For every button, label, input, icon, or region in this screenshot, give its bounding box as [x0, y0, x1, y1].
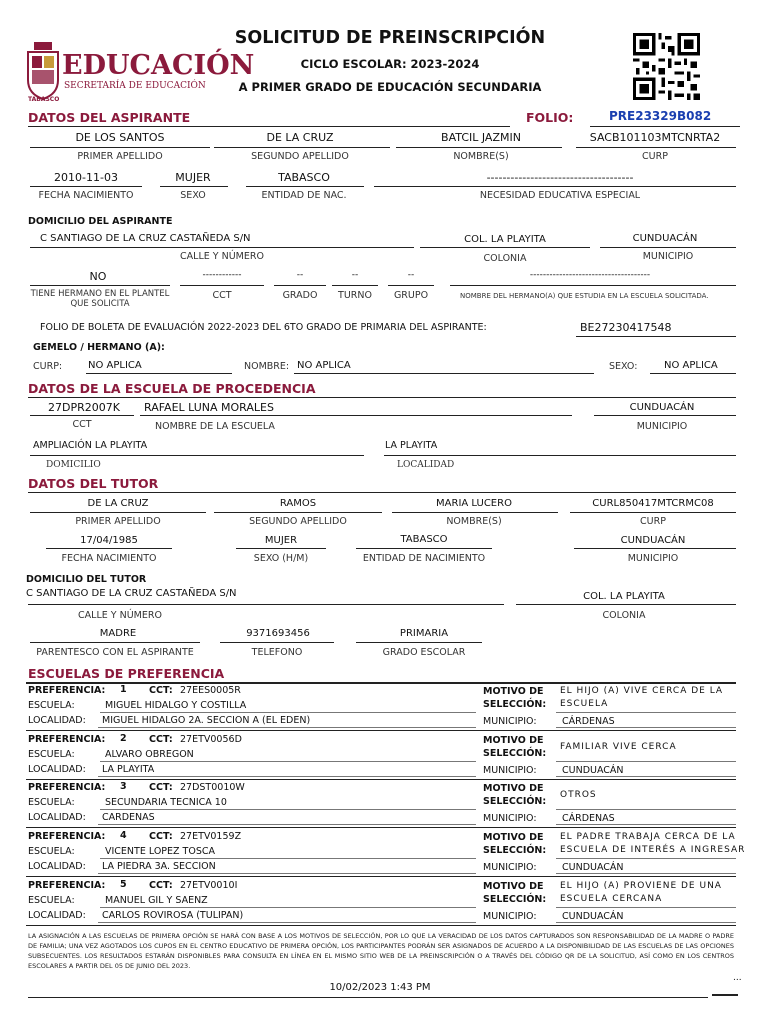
- pref-divider: [26, 779, 736, 780]
- logo-subtitle: SECRETARÍA DE EDUCACIÓN: [64, 81, 206, 91]
- gemelo-nombre: NO APLICA: [297, 360, 351, 371]
- pref-municipio: CUNDUACÁN: [562, 862, 624, 873]
- pref-divider: [26, 925, 736, 926]
- pref-municipio: CÁRDENAS: [562, 716, 615, 727]
- pref-localidad: MIGUEL HIDALGO 2A. SECCION A (EL EDEN): [102, 715, 311, 726]
- tutor-calle: C SANTIAGO DE LA CRUZ CASTAÑEDA S/N: [26, 588, 237, 599]
- pref-escuela-label: ESCUELA:: [28, 846, 75, 857]
- pref-divider: [26, 876, 736, 877]
- gemelo-sexo: NO APLICA: [664, 360, 718, 371]
- label-municipio: MUNICIPIO: [642, 251, 694, 262]
- aspirante-segundo-apellido: DE LA CRUZ: [266, 131, 334, 144]
- pref-motivo-label-2: SELECCIÓN:: [483, 845, 547, 856]
- section-preferencias: ESCUELAS DE PREFERENCIA: [28, 666, 225, 681]
- pref-municipio-label: MUNICIPIO:: [483, 813, 537, 824]
- label-tutor-parentesco: PARENTESCO CON EL ASPIRANTE: [36, 647, 194, 658]
- school-cycle: CICLO ESCOLAR: 2023-2024: [300, 57, 480, 71]
- footer-note: LA ASIGNACIÓN A LAS ESCUELAS DE PRIMERA OPCIÓN SE HARÁ CON BASE A LOS MOTIVOS DE SELECCIÓN, POR LO QUE LA VERACIDAD DE LOS DATOS CAPTURADOS SON RESPONSABILIDAD DE LA MADRE O PADRE DE FAMILIA; UNA VEZ AGOTADOS LOS CUPOS EN EL CENTRO EDUCATIVO DE PRIMERA OPCIÓN, LOS PARTICIPANTES PODRÁN SER ASIGNADOS DE ACUERDO A LA DISPONIBILIDAD DE LAS ESCUELAS DE LAS OPCIONES SUBSECUENTES. LOS RESULTADOS ESTARÁN DISPONIBLES PARA CONSULTA EN LÍNEA EN EL MISMO SITIO WEB DE LA PREINSCRIPCIÓN O A TRAVÉS DEL CÓDIGO QR DE LA SOLICITUD, ASÍ COMO EN LOS CENTROS ESCOLARES A PARTIR DEL 05 DE JUNIO DEL 2023.: [28, 932, 734, 970]
- pref-divider: [100, 761, 476, 762]
- tutor-primer-apellido: DE LA CRUZ: [87, 498, 149, 509]
- aspirante-nombres: BATCIL JAZMIN: [441, 131, 521, 144]
- pref-motivo-label-1: MOTIVO DE: [483, 832, 544, 843]
- pref-divider: [100, 809, 476, 810]
- tutor-entidad: TABASCO: [400, 534, 448, 545]
- aspirante-primer-apellido: DE LOS SANTOS: [75, 131, 165, 144]
- label-tutor-municipio: MUNICIPIO: [627, 553, 679, 564]
- label-tutor-nombres: NOMBRE(S): [446, 516, 502, 527]
- label-entidad: ENTIDAD DE NAC.: [261, 190, 347, 201]
- label-procedencia-cct: CCT: [72, 419, 92, 430]
- tutor-grado-escolar: PRIMARIA: [399, 628, 449, 639]
- label-procedencia-municipio: MUNICIPIO: [636, 421, 688, 432]
- pref-divider: [98, 873, 476, 874]
- label-tutor-telefono: TELEFONO: [251, 647, 303, 658]
- pref-escuela: MANUEL GIL Y SAENZ: [105, 895, 208, 906]
- pref-cct-label: CCT:: [149, 831, 173, 842]
- pref-number: 4: [120, 830, 127, 841]
- label-tutor-calle: CALLE Y NÚMERO: [78, 610, 162, 621]
- pref-divider: [556, 712, 736, 713]
- section-aspirante: DATOS DEL ASPIRANTE: [28, 110, 191, 125]
- section-tutor: DATOS DEL TUTOR: [28, 476, 159, 491]
- pref-escuela-label: ESCUELA:: [28, 749, 75, 760]
- aspirante-entidad: TABASCO: [278, 171, 330, 184]
- pref-divider: [100, 907, 476, 908]
- footer-dots: ...: [733, 973, 742, 983]
- pref-label: PREFERENCIA:: [28, 880, 106, 891]
- gemelo-sexo-label: SEXO:: [609, 361, 638, 372]
- aspirante-fecha-nac: 2010-11-03: [54, 171, 118, 184]
- pref-escuela: VICENTE LOPEZ TOSCA: [105, 846, 216, 857]
- procedencia-municipio: CUNDUACÁN: [629, 402, 695, 413]
- pref-divider: [556, 858, 736, 859]
- page-title: SOLICITUD DE PREINSCRIPCIÓN: [234, 28, 546, 48]
- gemelo-title: GEMELO / HERMANO (A):: [33, 342, 165, 353]
- hermano-nombre: -------------------------------------: [529, 270, 651, 280]
- label-tutor-grado-escolar: GRADO ESCOLAR: [382, 647, 466, 658]
- label-fecha-nac: FECHA NACIMIENTO: [38, 190, 134, 201]
- pref-motivo-label-1: MOTIVO DE: [483, 881, 544, 892]
- domicilio-tutor-title: DOMICILIO DEL TUTOR: [26, 574, 147, 585]
- pref-divider: [556, 873, 736, 874]
- hermano-cct: ------------: [202, 270, 242, 280]
- pref-localidad-label: LOCALIDAD:: [28, 764, 86, 775]
- pref-divider: [556, 809, 736, 810]
- pref-divider: [556, 907, 736, 908]
- label-procedencia-localidad: LOCALIDAD: [397, 460, 455, 470]
- pref-localidad-label: LOCALIDAD:: [28, 861, 86, 872]
- tutor-nombres: MARIA LUCERO: [436, 498, 512, 509]
- pref-cct-label: CCT:: [149, 685, 173, 696]
- pref-label: PREFERENCIA:: [28, 831, 106, 842]
- pref-divider: [100, 712, 476, 713]
- tutor-colonia: COL. LA PLAYITA: [583, 591, 665, 602]
- pref-label: PREFERENCIA:: [28, 734, 106, 745]
- pref-motivo-label-1: MOTIVO DE: [483, 735, 544, 746]
- gemelo-curp: NO APLICA: [88, 360, 142, 371]
- aspirante-municipio: CUNDUACÁN: [632, 233, 698, 244]
- grade-subtitle: A PRIMER GRADO DE EDUCACIÓN SECUNDARIA: [238, 80, 542, 94]
- pref-municipio-label: MUNICIPIO:: [483, 862, 537, 873]
- pref-divider: [98, 922, 476, 923]
- pref-municipio: CUNDUACÁN: [562, 911, 624, 922]
- pref-divider: [98, 727, 476, 728]
- pref-cct: 27DST0010W: [180, 782, 245, 793]
- domicilio-aspirante-title: DOMICILIO DEL ASPIRANTE: [28, 216, 173, 227]
- pref-municipio-label: MUNICIPIO:: [483, 765, 537, 776]
- pref-localidad: CARDENAS: [102, 812, 155, 823]
- tutor-sexo: MUJER: [264, 535, 298, 546]
- label-tutor-sexo: SEXO (H/M): [253, 553, 309, 564]
- pref-divider: [26, 827, 736, 828]
- pref-cct-label: CCT:: [149, 734, 173, 745]
- folio-label: FOLIO:: [526, 110, 574, 125]
- pref-motivo-label-2: SELECCIÓN:: [483, 748, 547, 759]
- pref-divider: [98, 824, 476, 825]
- pref-divider: [556, 727, 736, 728]
- pref-motivo-2: ESCUELA DE INTERÉS A INGRESAR: [560, 845, 746, 855]
- logo-text: EDUCACIÓN: [62, 50, 255, 81]
- pref-divider: [556, 776, 736, 777]
- procedencia-domicilio: AMPLIACIÓN LA PLAYITA: [33, 440, 148, 451]
- label-h-cct: CCT: [212, 290, 232, 301]
- pref-number: 1: [120, 684, 127, 695]
- pref-motivo-1: EL HIJO (A) PROVIENE DE UNA: [560, 881, 722, 891]
- pref-number: 2: [120, 733, 127, 744]
- pref-motivo-label-1: MOTIVO DE: [483, 783, 544, 794]
- aspirante-sexo: MUJER: [175, 171, 211, 184]
- label-hermano: TIENE HERMANO EN EL PLANTEL QUE SOLICITA: [30, 289, 170, 309]
- pref-divider: [98, 776, 476, 777]
- tutor-fecha-nac: 17/04/1985: [80, 535, 138, 546]
- pref-escuela-label: ESCUELA:: [28, 797, 75, 808]
- procedencia-localidad: LA PLAYITA: [385, 440, 438, 451]
- pref-cct: 27ETV0159Z: [180, 831, 242, 842]
- aspirante-curp: SACB101103MTCNRTA2: [589, 131, 721, 144]
- logo-state: TABASCO: [28, 96, 60, 103]
- tabasco-crest-icon: [26, 42, 60, 100]
- pref-label: PREFERENCIA:: [28, 782, 106, 793]
- folio-value: PRE23329B082: [609, 109, 712, 123]
- hermano-turno: --: [351, 270, 359, 280]
- pref-cct-label: CCT:: [149, 782, 173, 793]
- boleta-label: FOLIO DE BOLETA DE EVALUACIÓN 2022-2023 DEL 6TO GRADO DE PRIMARIA DEL ASPIRANTE:: [40, 322, 487, 333]
- label-curp: CURP: [642, 151, 668, 162]
- pref-escuela-label: ESCUELA:: [28, 700, 75, 711]
- footer-timestamp: 10/02/2023 1:43 PM: [329, 982, 431, 993]
- label-tutor-colonia: COLONIA: [602, 610, 646, 621]
- label-tutor-entidad: ENTIDAD DE NACIMIENTO: [362, 553, 486, 564]
- pref-divider: [100, 858, 476, 859]
- label-primer-apellido: PRIMER APELLIDO: [77, 151, 163, 162]
- pref-escuela-label: ESCUELA:: [28, 895, 75, 906]
- pref-cct: 27EES0005R: [180, 685, 241, 696]
- pref-motivo-label-2: SELECCIÓN:: [483, 894, 547, 905]
- label-tutor-curp: CURP: [640, 516, 666, 527]
- pref-motivo-1: FAMILIAR VIVE CERCA: [560, 742, 677, 752]
- pref-number: 5: [120, 879, 127, 890]
- pref-divider: [556, 761, 736, 762]
- pref-cct: 27ETV0056D: [180, 734, 242, 745]
- tutor-municipio: CUNDUACÁN: [620, 535, 686, 546]
- label-nombres: NOMBRE(S): [453, 151, 509, 162]
- label-h-turno: TURNO: [338, 290, 372, 301]
- section-procedencia: DATOS DE LA ESCUELA DE PROCEDENCIA: [28, 381, 316, 396]
- pref-motivo-label-1: MOTIVO DE: [483, 686, 544, 697]
- aspirante-colonia: COL. LA PLAYITA: [464, 234, 546, 245]
- pref-motivo-2: ESCUELA: [560, 699, 609, 709]
- pref-motivo-1: EL PADRE TRABAJA CERCA DE LA: [560, 832, 736, 842]
- aspirante-calle: C SANTIAGO DE LA CRUZ CASTAÑEDA S/N: [40, 233, 251, 244]
- tutor-segundo-apellido: RAMOS: [279, 498, 317, 509]
- pref-divider: [556, 824, 736, 825]
- tutor-telefono: 9371693456: [246, 628, 310, 639]
- label-segundo-apellido: SEGUNDO APELLIDO: [251, 151, 349, 162]
- label-h-nombre: NOMBRE DEL HERMANO(A) QUE ESTUDIA EN LA ESCUELA SOLICITADA.: [460, 292, 709, 300]
- pref-municipio-label: MUNICIPIO:: [483, 716, 537, 727]
- pref-cct: 27ETV0010I: [180, 880, 238, 891]
- label-h-grado: GRADO: [282, 290, 318, 301]
- pref-motivo-2: ESCUELA CERCANA: [560, 894, 663, 904]
- pref-municipio: CÁRDENAS: [562, 813, 615, 824]
- label-calle: CALLE Y NÚMERO: [180, 251, 264, 262]
- pref-localidad: LA PLAYITA: [102, 764, 155, 775]
- qr-code-icon: [633, 33, 700, 100]
- label-tutor-primer-apellido: PRIMER APELLIDO: [75, 516, 161, 527]
- label-sexo: SEXO: [180, 190, 206, 201]
- tutor-parentesco: MADRE: [99, 628, 137, 639]
- pref-cct-label: CCT:: [149, 880, 173, 891]
- aspirante-hermano: NO: [89, 270, 107, 283]
- label-tutor-segundo-apellido: SEGUNDO APELLIDO: [249, 516, 347, 527]
- hermano-grupo: --: [407, 270, 415, 280]
- boleta-folio: BE27230417548: [580, 321, 672, 334]
- label-h-grupo: GRUPO: [393, 290, 429, 301]
- pref-motivo-1: OTROS: [560, 790, 597, 800]
- pref-localidad-label: LOCALIDAD:: [28, 910, 86, 921]
- procedencia-cct: 27DPR2007K: [48, 401, 120, 414]
- pref-motivo-label-2: SELECCIÓN:: [483, 796, 547, 807]
- pref-motivo-label-2: SELECCIÓN:: [483, 699, 547, 710]
- pref-localidad-label: LOCALIDAD:: [28, 812, 86, 823]
- procedencia-nombre: RAFAEL LUNA MORALES: [144, 401, 274, 414]
- tutor-curp: CURL850417MTCRMC08: [592, 498, 714, 509]
- pref-divider: [556, 922, 736, 923]
- label-necesidad: NECESIDAD EDUCATIVA ESPECIAL: [479, 190, 641, 201]
- label-colonia: COLONIA: [483, 253, 527, 264]
- label-tutor-fecha-nac: FECHA NACIMIENTO: [61, 553, 157, 564]
- pref-localidad: LA PIEDRA 3A. SECCION: [102, 861, 216, 872]
- pref-escuela: ALVARO OBREGON: [105, 749, 194, 760]
- pref-municipio-label: MUNICIPIO:: [483, 911, 537, 922]
- label-procedencia-domicilio: DOMICILIO: [46, 460, 101, 470]
- pref-number: 3: [120, 781, 127, 792]
- pref-motivo-1: EL HIJO (A) VIVE CERCA DE LA: [560, 686, 724, 696]
- pref-escuela: SECUNDARIA TECNICA 10: [105, 797, 227, 808]
- pref-localidad: CARLOS ROVIROSA (TULIPAN): [102, 910, 244, 921]
- aspirante-necesidad: -------------------------------------: [486, 171, 634, 184]
- pref-localidad-label: LOCALIDAD:: [28, 715, 86, 726]
- pref-divider: [26, 730, 736, 731]
- label-procedencia-nombre: NOMBRE DE LA ESCUELA: [155, 421, 275, 432]
- pref-municipio: CUNDUACÁN: [562, 765, 624, 776]
- hermano-grado: --: [296, 270, 304, 280]
- gemelo-curp-label: CURP:: [33, 361, 63, 372]
- pref-escuela: MIGUEL HIDALGO Y COSTILLA: [105, 700, 247, 711]
- pref-label: PREFERENCIA:: [28, 685, 106, 696]
- gemelo-nombre-label: NOMBRE:: [244, 361, 290, 372]
